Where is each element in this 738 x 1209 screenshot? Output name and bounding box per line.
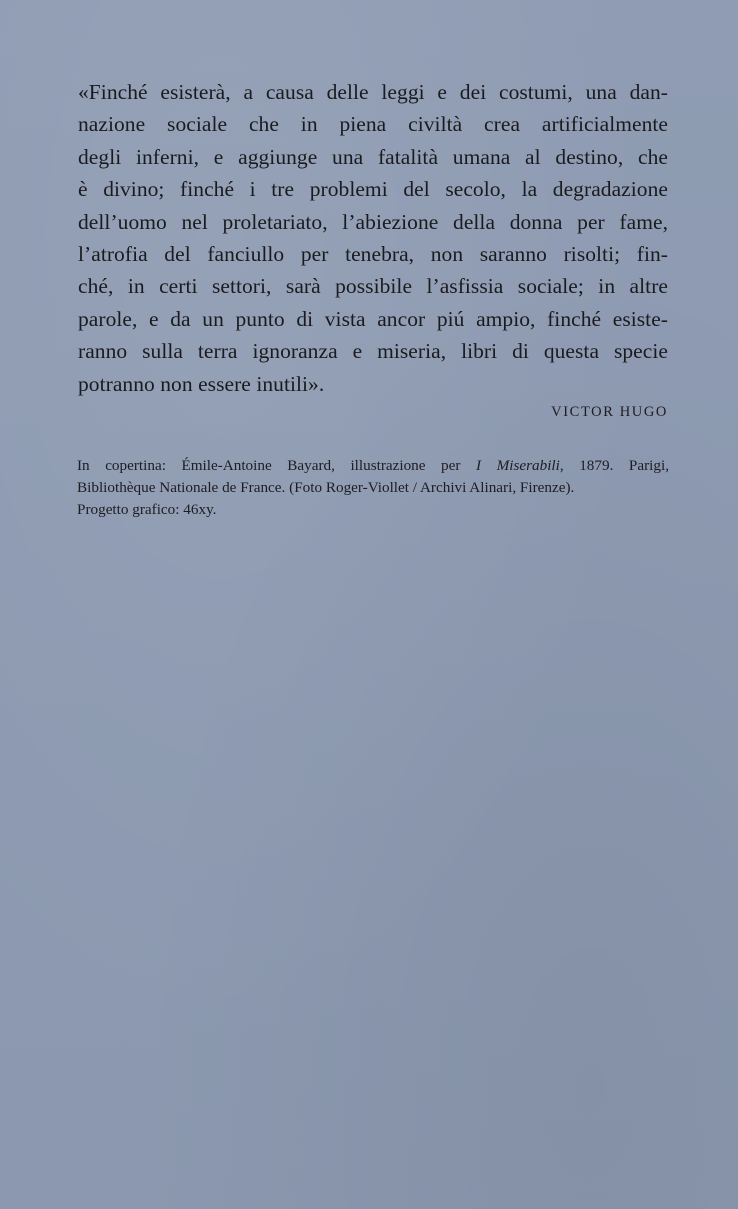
quote-line: degli inferni, e aggiunge una fatalità umana al destino, che: [78, 144, 668, 169]
quote-line: dell’uomo nel proletariato, l’abiezione della donna per fame,: [78, 209, 668, 234]
quote-author: VICTOR HUGO: [551, 404, 668, 420]
cover-credits: [77, 455, 669, 520]
credit-book-title: I Miserabili: [475, 457, 560, 474]
quote-line: «Finché esisterà, a causa delle leggi e dei costumi, una dan-: [78, 80, 668, 104]
quote-line: l’atrofia del fanciullo per tenebra, non saranno risolti; fin-: [78, 241, 668, 266]
quote-line: potranno non essere inutili».: [78, 371, 325, 396]
credit-line-design: Progetto grafico: 46xy.: [77, 500, 217, 518]
credit-suffix: , 1879. Parigi,: [559, 457, 669, 474]
quote-line: ranno sulla terra ignoranza e miseria, libri di questa specie: [78, 339, 668, 364]
epigraph-quote: [78, 76, 668, 400]
quote-line: ché, in certi settori, sarà possibile l’asfissia sociale; in altre: [78, 274, 668, 299]
credit-prefix: In copertina: Émile-Antoine Bayard, illustrazione per: [77, 457, 476, 474]
quote-line: parole, e da un punto di vista ancor piú ampio, finché esiste-: [78, 306, 668, 331]
credit-line-cover-illustration: [77, 455, 669, 477]
credit-line-source: Bibliothèque Nationale de France. (Foto Roger-Viollet / Archivi Alinari, Firenze).: [77, 478, 575, 496]
quote-line: nazione sociale che in piena civiltà crea artificialmente: [78, 112, 668, 137]
quote-line: è divino; finché i tre problemi del secolo, la degradazione: [78, 177, 668, 202]
